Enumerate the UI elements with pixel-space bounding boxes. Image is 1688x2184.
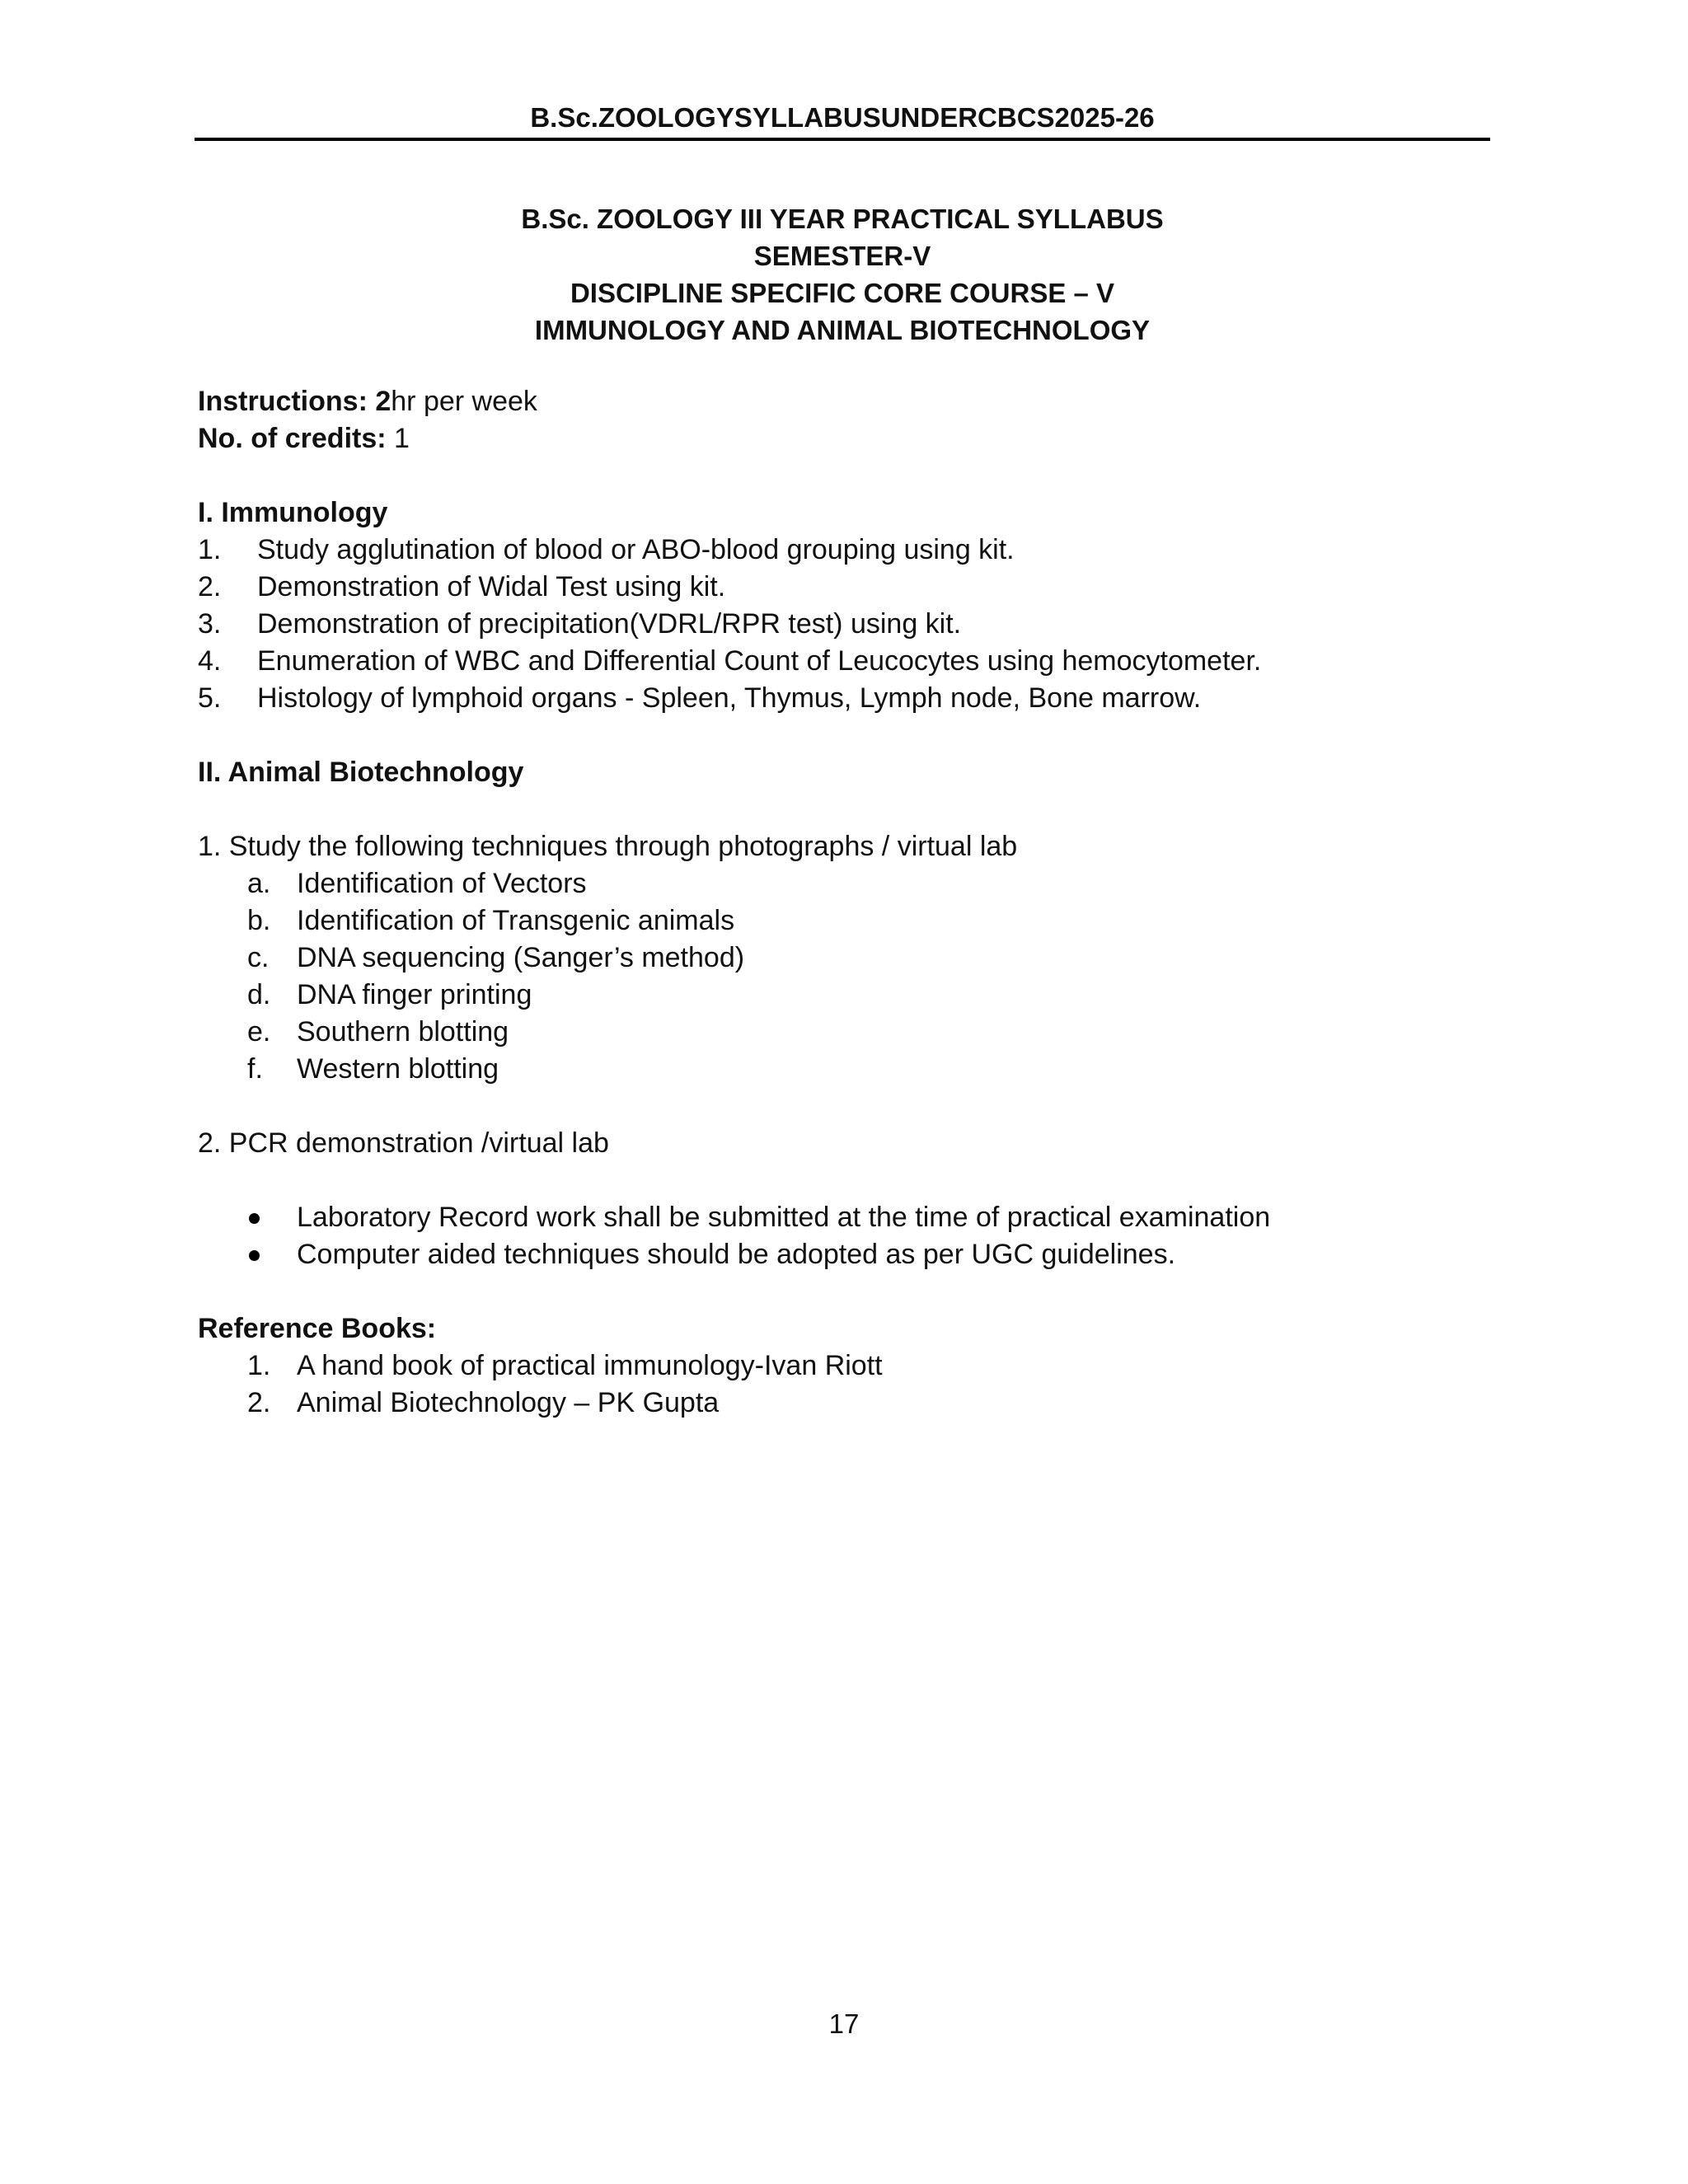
list-item [198, 1199, 1484, 1236]
list-item [198, 940, 1484, 977]
list-item-text: Demonstration of precipitation(VDRL/RPR test) using kit. [257, 608, 962, 640]
title-block [195, 200, 1490, 349]
bullet-icon [249, 1213, 260, 1224]
credits-value: 1 [394, 423, 410, 454]
list-marker: b. [247, 905, 271, 936]
list-item-text: Histology of lymphoid organs - Spleen, Thymus, Lymph node, Bone marrow. [257, 682, 1202, 714]
list-marker: 2. [198, 571, 222, 602]
list-marker: 1. [198, 534, 222, 565]
biotech-heading: II. Animal Biotechnology [198, 757, 524, 788]
list-item [198, 977, 1484, 1014]
list-marker: 5. [198, 682, 222, 714]
list-item-text: Southern blotting [297, 1016, 509, 1047]
biotech-item-2: 2. PCR demonstration /virtual lab [198, 1127, 609, 1159]
instructions-label: Instructions: [198, 386, 376, 417]
list-marker: 2. [247, 1387, 271, 1418]
list-marker: a. [247, 868, 271, 899]
list-item [198, 680, 1484, 717]
list-item-text: Identification of Vectors [297, 868, 587, 899]
list-item [198, 606, 1484, 643]
document-body [198, 383, 1484, 1422]
instructions-unit: hr per week [391, 386, 537, 417]
biotech-item-1: 1. Study the following techniques through photographs / virtual lab [198, 831, 1018, 862]
references-list [198, 1347, 1484, 1422]
list-marker: f. [247, 1053, 263, 1085]
immunology-heading: I. Immunology [198, 497, 388, 528]
list-item [198, 865, 1484, 902]
biotech-sublist [198, 865, 1484, 1088]
list-item [198, 1014, 1484, 1051]
running-header: B.Sc.ZOOLOGYSYLLABUSUNDERCBCS2025-26 [530, 102, 1155, 133]
page-number: 17 [828, 2008, 860, 2039]
list-item-text: Western blotting [297, 1053, 499, 1085]
list-marker: 3. [198, 608, 222, 640]
instructions-line [198, 383, 1484, 420]
list-marker: d. [247, 979, 271, 1010]
list-item [198, 643, 1484, 680]
instructions-hours: 2 [375, 386, 392, 417]
list-item-text: Demonstration of Widal Test using kit. [257, 571, 726, 602]
list-marker: c. [247, 942, 270, 973]
list-item-text: Animal Biotechnology – PK Gupta [297, 1387, 720, 1418]
notes-list [198, 1199, 1484, 1273]
list-item-text: A hand book of practical immunology-Ivan Riott [297, 1350, 883, 1381]
list-marker: 4. [198, 645, 222, 677]
list-item-text: DNA finger printing [297, 979, 532, 1010]
references-heading: Reference Books: [198, 1313, 437, 1344]
list-marker: e. [247, 1016, 271, 1047]
credits-line [198, 420, 1484, 457]
list-item-text: Computer aided techniques should be adopted as per UGC guidelines. [297, 1239, 1176, 1270]
title-line-4: IMMUNOLOGY AND ANIMAL BIOTECHNOLOGY [534, 315, 1151, 345]
title-line-3: DISCIPLINE SPECIFIC CORE COURSE – V [570, 278, 1115, 308]
credits-label: No. of credits: [198, 423, 395, 454]
list-marker: 1. [247, 1350, 271, 1381]
list-item [198, 1236, 1484, 1273]
bullet-icon [249, 1250, 260, 1261]
list-item [198, 1051, 1484, 1088]
list-item-text: Enumeration of WBC and Differential Count of Leucocytes using hemocytometer. [257, 645, 1262, 677]
list-item [198, 532, 1484, 569]
list-item-text: Study agglutination of blood or ABO-blood grouping using kit. [257, 534, 1015, 565]
list-item-text: Identification of Transgenic animals [297, 905, 735, 936]
list-item [198, 569, 1484, 606]
list-item-text: Laboratory Record work shall be submitted at the time of practical examination [297, 1202, 1271, 1233]
list-item [198, 1385, 1484, 1422]
header-rule [195, 138, 1490, 141]
title-line-2: SEMESTER-V [753, 241, 931, 271]
list-item [198, 902, 1484, 940]
title-line-1: B.Sc. ZOOLOGY III YEAR PRACTICAL SYLLABUS [521, 204, 1164, 234]
list-item [198, 1347, 1484, 1385]
list-item-text: DNA sequencing (Sanger’s method) [297, 942, 745, 973]
immunology-list [198, 532, 1484, 717]
